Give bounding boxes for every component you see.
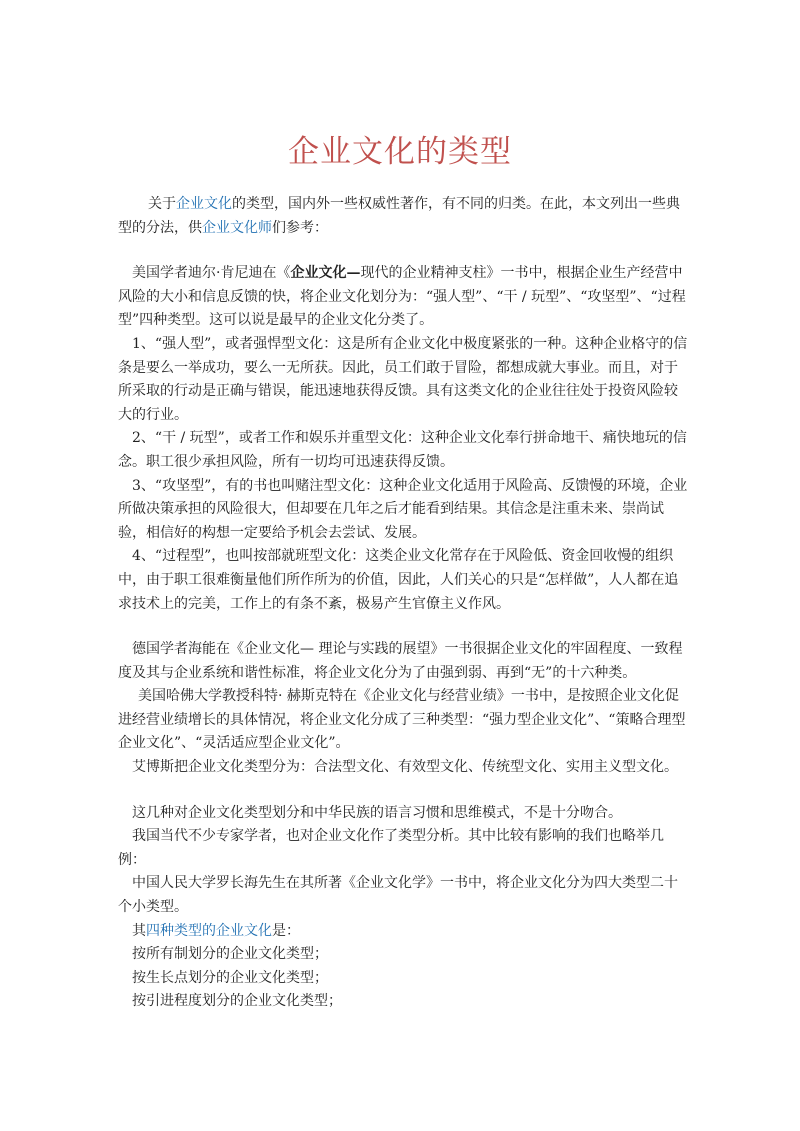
four-types-link[interactable]: 四种类型的企业文化	[146, 922, 272, 939]
domestic-paragraph: 我国当代不少专家学者，也对企业文化作了类型分析。其中比较有影响的我们也略举几例：	[118, 828, 664, 868]
type-paragraph: 4、“过程型”，也叫按部就班型文化：这类企业文化常存在于风险低、资金回收慢的组织中，由于职工很难衡量他们所作所为的价值，因此，人们关心的只是“怎样做”，人人都在追求技术上的完美，工作上的有条不紊，极易产生官僚主义作风。	[118, 548, 679, 612]
four-types-text-2: 是：	[272, 922, 300, 939]
type-paragraph: 1、“强人型”，或者强悍型文化：这是所有企业文化中极度紧张的一种。这种企业格守的信条是要么一举成功，要么一无所获。因此，员工们敢于冒险，都想成就大事业。而且，对于所采取的行动是正确与错误，能迅速地获得反馈。具有这类文化的企业往往处于投资风险较大的行业。	[118, 335, 688, 423]
page-title: 企业文化的类型	[288, 134, 512, 170]
deal-text-1: 美国学者迪尔·肯尼迪在《	[132, 265, 291, 282]
culture-specialist-link[interactable]: 企业文化师	[202, 219, 272, 236]
intro-text-3: 们参考：	[272, 219, 328, 236]
list-item: 按所有制划分的企业文化类型；	[132, 946, 328, 963]
list-item: 按引进程度划分的企业文化类型；	[132, 993, 342, 1010]
four-types-text-1: 其	[132, 922, 146, 939]
foreign-paragraph: 德国学者海能在《企业文化— 理论与实践的展望》一书很据企业文化的牢固程度、一致程度及其与企业系统和谐性标准，将企业文化分为了由强到弱、再到“无”的十六种类。	[118, 641, 683, 681]
paragraph-gap	[118, 780, 688, 802]
document-body	[118, 193, 688, 1014]
four-types-line	[118, 920, 688, 944]
type-paragraph: 2、“干 / 玩型”，或者工作和娱乐并重型文化：这种企业文化奉行拼命地干、痛快地玩的信念。职工很少承担风险，所有一切均可迅速获得反馈。	[118, 430, 687, 470]
paragraph-gap	[118, 240, 688, 262]
deal-kennedy-paragraph	[118, 262, 688, 333]
foreign-paragraph: 美国哈佛大学教授科特· 赫斯克特在《企业文化与经营业绩》一书中，是按照企业文化促进经营业绩增长的具体情况，将企业文化分成了三种类型：“强力型企业文化”、“策略合理型企业文化”、“灵活适应型企业文化”。	[118, 688, 686, 752]
domestic-paragraph: 这几种对企业文化类型划分和中华民族的语言习惯和思维模式，不是十分吻合。	[132, 804, 622, 821]
domestic-paragraph: 中国人民大学罗长海先生在其所著《企业文化学》一书中，将企业文化分为四大类型二十个小类型。	[118, 875, 678, 916]
intro-text-2: 的类型，国内外一些权威性著作，有不同的归类。在此，本文列出一些典型的分法，供	[118, 196, 680, 236]
paragraph-gap	[118, 616, 688, 638]
intro-text-1: 关于	[148, 196, 176, 212]
deal-book-title-bold: 企业文化—	[290, 265, 361, 282]
foreign-paragraph: 艾博斯把企业文化类型分为：合法型文化、有效型文化、传统型文化、实用主义型文化。	[132, 759, 678, 776]
enterprise-culture-link[interactable]: 企业文化	[176, 196, 232, 212]
deal-text-2: 现代的企业精神支柱》一书中，根据企业生产经营中风险的大小和信息反馈的快，将企业文化划分为：“强人型”、“干 / 玩型”、“攻坚型”、“过程型”四种类型。这可以说是最早的企业文化分类了。	[118, 265, 686, 329]
list-item: 按生长点划分的企业文化类型；	[132, 969, 328, 986]
intro-paragraph	[118, 193, 688, 240]
type-paragraph: 3、“攻坚型”，有的书也叫赌注型文化：这种企业文化适用于风险高、反馈慢的环境，企业所做决策承担的风险很大，但却要在几年之后才能看到结果。其信念是注重未来、崇尚试验，相信好的构想一定要给予机会去尝试、发展。	[118, 477, 688, 541]
